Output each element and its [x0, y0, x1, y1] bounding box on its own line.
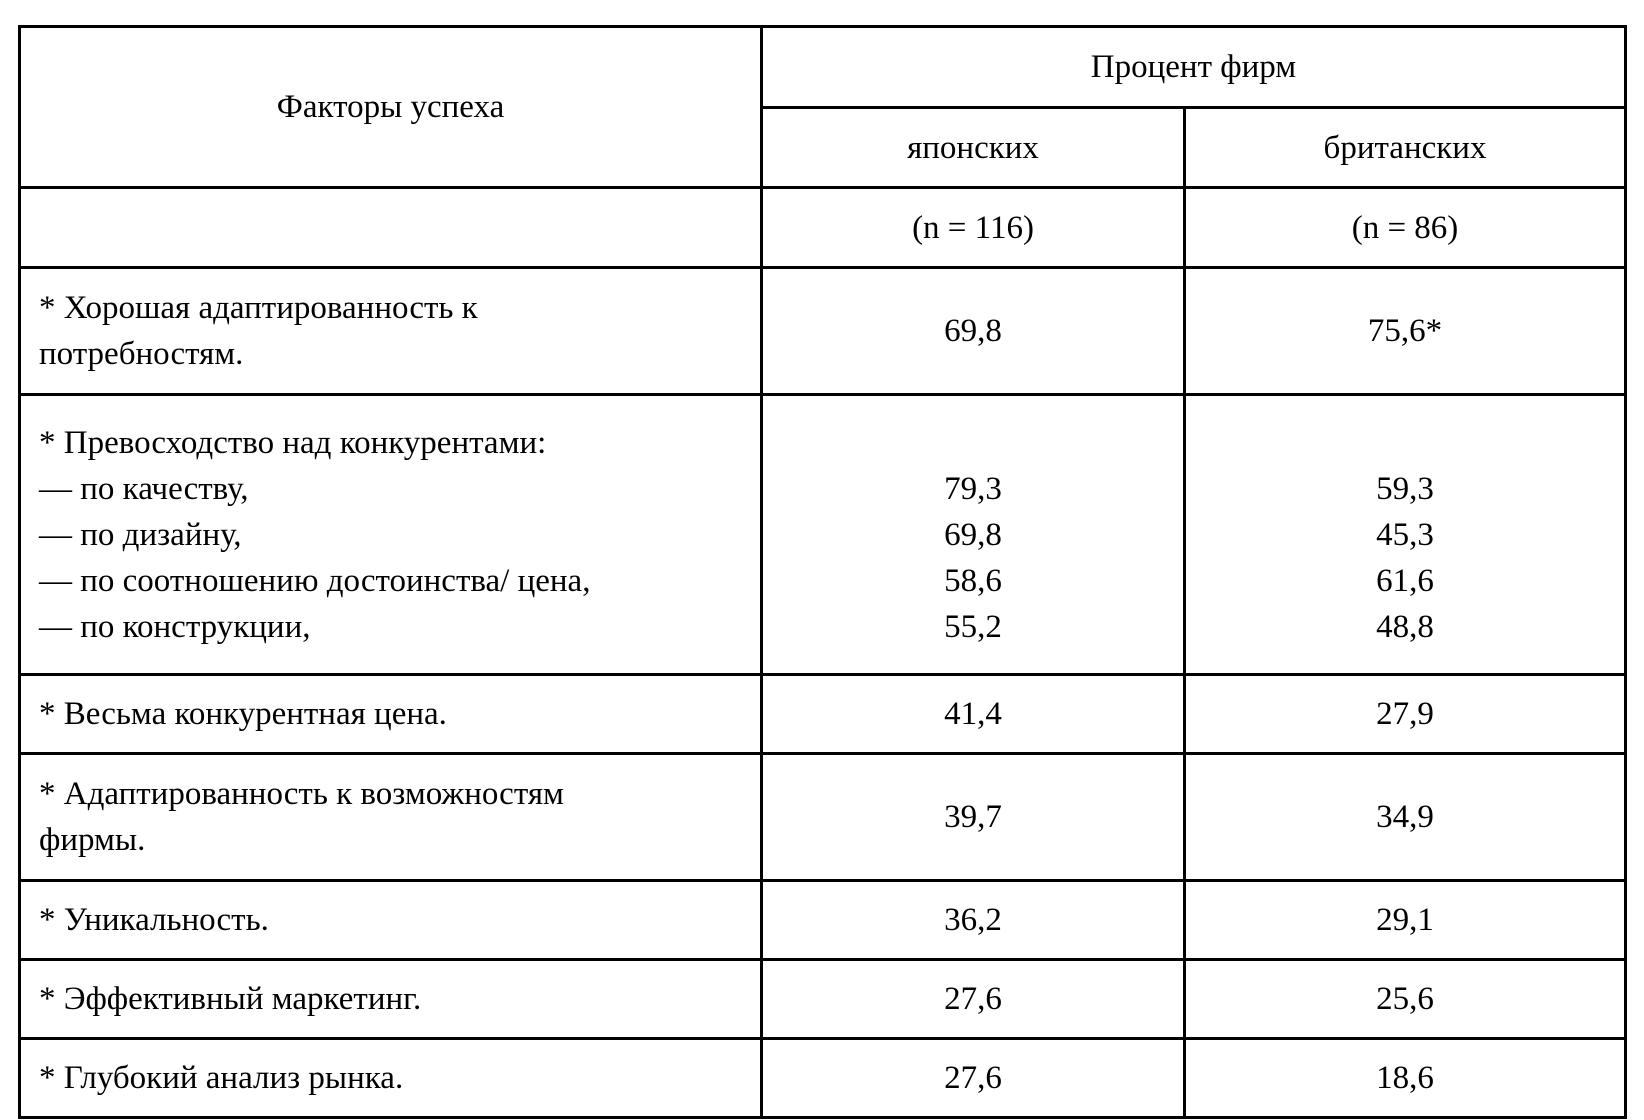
value-line: [1204, 420, 1606, 466]
factor-cell: [20, 675, 762, 754]
british-value: 18,6: [1185, 1039, 1626, 1118]
japanese-value: 27,6: [762, 960, 1185, 1039]
table-row: [20, 675, 1626, 754]
british-sample-size: (n = 86): [1185, 188, 1626, 268]
value-line: 61,6: [1376, 562, 1434, 599]
value-line: 69,8: [944, 516, 1002, 553]
table-row: [20, 1039, 1626, 1118]
factor-line: * Глубокий анализ рынка.: [39, 1060, 404, 1096]
factor-cell: [20, 395, 762, 675]
japanese-value: 36,2: [762, 881, 1185, 960]
factor-line: — по дизайну,: [39, 516, 242, 553]
table-row: [20, 268, 1626, 395]
japanese-header: японских: [762, 108, 1185, 188]
factor-line: * Хорошая адаптированность к: [39, 290, 478, 326]
value-line: 48,8: [1376, 608, 1434, 645]
value-line: 59,3: [1376, 470, 1434, 507]
factor-line: потребностям.: [39, 336, 244, 372]
factor-line: — по качеству,: [39, 470, 249, 507]
british-value: 25,6: [1185, 960, 1626, 1039]
japanese-value: 41,4: [762, 675, 1185, 754]
factor-line: * Адаптированность к возможностям: [39, 776, 564, 812]
japanese-sample-size: (n = 116): [762, 188, 1185, 268]
factor-line: — по соотношению достоинства/ цена,: [39, 562, 591, 599]
japanese-value-list: [762, 395, 1185, 675]
factor-line: фирмы.: [39, 822, 146, 858]
japanese-value: 27,6: [762, 1039, 1185, 1118]
factor-cell: [20, 268, 762, 395]
table-row: [20, 960, 1626, 1039]
factor-line: * Весьма конкурентная цена.: [39, 696, 447, 732]
sample-size-row: [20, 188, 1626, 268]
percent-header: Процент фирм: [762, 27, 1626, 108]
factor-cell: [20, 881, 762, 960]
table-row: [20, 395, 1626, 675]
value-line: 45,3: [1376, 516, 1434, 553]
header-row: [20, 27, 1626, 108]
factor-cell: [20, 754, 762, 881]
factor-line: * Превосходство над конкурентами:: [39, 424, 547, 461]
factor-cell: [20, 1039, 762, 1118]
factor-line: * Эффективный маркетинг.: [39, 981, 422, 1017]
factor-cell: [20, 960, 762, 1039]
british-value: 75,6*: [1185, 268, 1626, 395]
japanese-value: 39,7: [762, 754, 1185, 881]
british-value: 29,1: [1185, 881, 1626, 960]
british-value-list: [1185, 395, 1626, 675]
british-value: 27,9: [1185, 675, 1626, 754]
table-row: [20, 881, 1626, 960]
value-line: 79,3: [944, 470, 1002, 507]
table-row: [20, 754, 1626, 881]
success-factors-table: [18, 25, 1627, 1119]
british-header: британских: [1185, 108, 1626, 188]
factor-line: * Уникальность.: [39, 902, 269, 938]
value-line: 55,2: [944, 608, 1002, 645]
factors-header: Факторы успеха: [20, 27, 762, 188]
japanese-value: 69,8: [762, 268, 1185, 395]
sample-size-empty-cell: [20, 188, 762, 268]
value-line: [781, 420, 1165, 466]
british-value: 34,9: [1185, 754, 1626, 881]
value-line: 58,6: [944, 562, 1002, 599]
factor-line: — по конструкции,: [39, 608, 311, 645]
